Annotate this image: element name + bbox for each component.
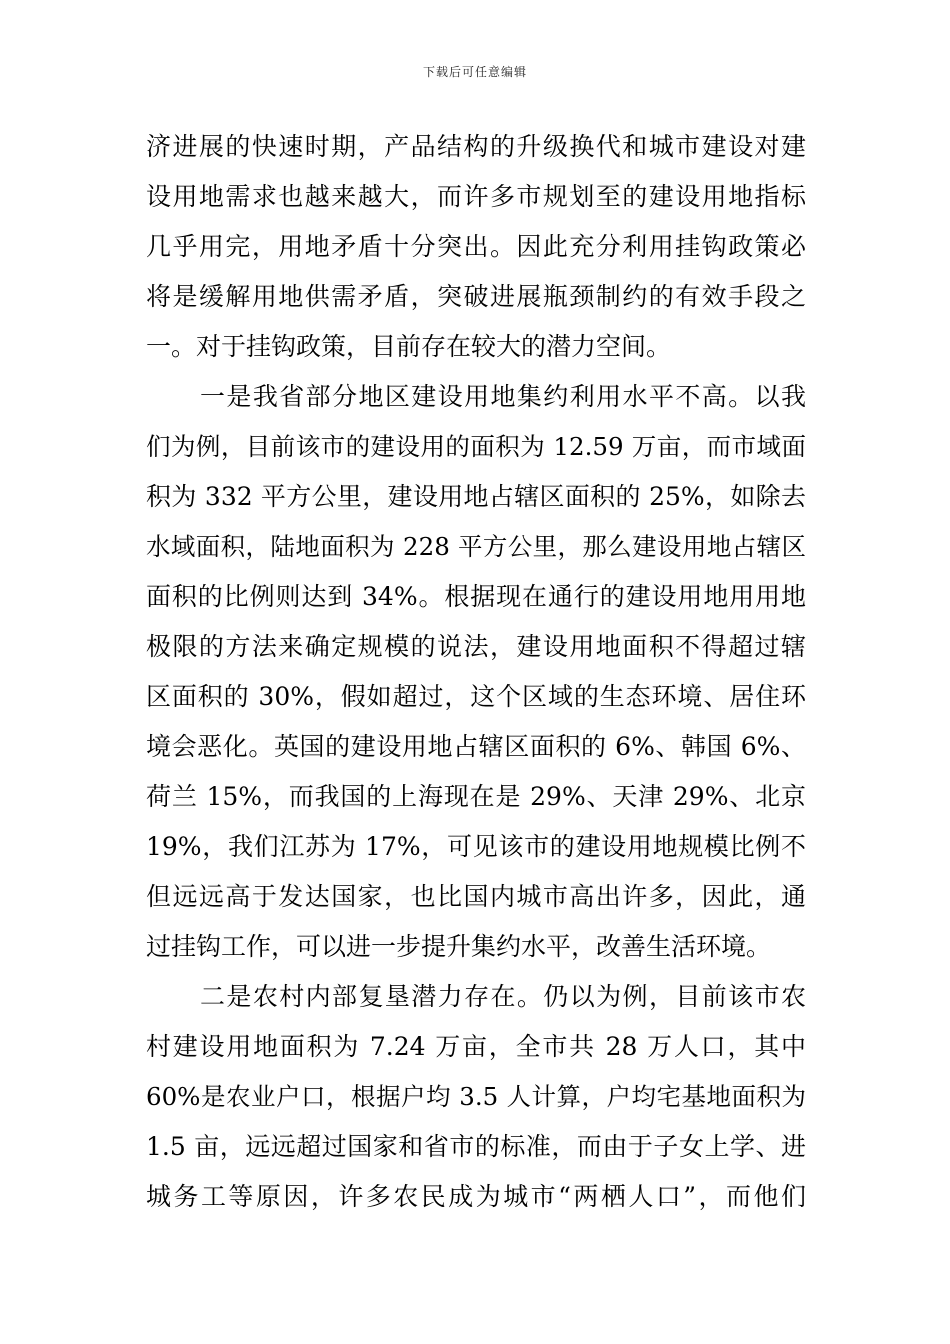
text-line: 水域面积，陆地面积为 228 平方公里，那么建设用地占辖区: [146, 532, 806, 561]
text-line: 1.5 亩，远远超过国家和省市的标准，而由于子女上学、进: [146, 1132, 806, 1161]
text-line: 积为 332 平方公里，建设用地占辖区面积的 25%，如除去: [146, 482, 806, 511]
text-line: 极限的方法来确定规模的说法，建设用地面积不得超过辖: [146, 632, 806, 661]
text-line: 二是农村内部复垦潜力存在。仍以为例，目前该市农: [200, 982, 806, 1011]
text-line: 荷兰 15%，而我国的上海现在是 29%、天津 29%、北京: [146, 782, 806, 811]
text-line: 区面积的 30%，假如超过，这个区域的生态环境、居住环: [146, 682, 806, 711]
text-line: 19%，我们江苏为 17%，可见该市的建设用地规模比例不: [146, 832, 806, 861]
page-header: 下载后可任意编辑: [422, 65, 527, 79]
text-line: 60%是农业户口，根据户均 3.5 人计算，户均宅基地面积为: [146, 1082, 806, 1111]
text-line: 济进展的快速时期，产品结构的升级换代和城市建设对建: [146, 132, 806, 161]
text-line: 将是缓解用地供需矛盾，突破进展瓶颈制约的有效手段之: [146, 282, 806, 311]
text-line: 一。对于挂钩政策，目前存在较大的潜力空间。: [146, 332, 672, 361]
paragraph-3: [146, 972, 806, 1222]
text-line: 村建设用地面积为 7.24 万亩，全市共 28 万人口，其中: [146, 1032, 806, 1061]
text-line: 但远远高于发达国家，也比国内城市高出许多，因此，通: [146, 882, 806, 911]
text-line: 面积的比例则达到 34%。根据现在通行的建设用地用用地: [146, 582, 806, 611]
text-line: 一是我省部分地区建设用地集约利用水平不高。以我: [200, 382, 806, 411]
text-line: 过挂钩工作，可以进一步提升集约水平，改善生活环境。: [146, 932, 772, 961]
paragraph-1: [146, 122, 806, 372]
text-line: 几乎用完，用地矛盾十分突出。因此充分利用挂钩政策必: [146, 232, 806, 261]
text-line: 们为例，目前该市的建设用的面积为 12.59 万亩，而市域面: [146, 432, 806, 461]
text-line: 设用地需求也越来越大，而许多市规划至的建设用地指标: [146, 182, 806, 211]
text-line: 城务工等原因，许多农民成为城市“两栖人口”，而他们: [146, 1182, 806, 1211]
text-line: 境会恶化。英国的建设用地占辖区面积的 6%、韩国 6%、: [146, 732, 806, 761]
document-body: [146, 122, 806, 1222]
paragraph-2: [146, 372, 806, 972]
